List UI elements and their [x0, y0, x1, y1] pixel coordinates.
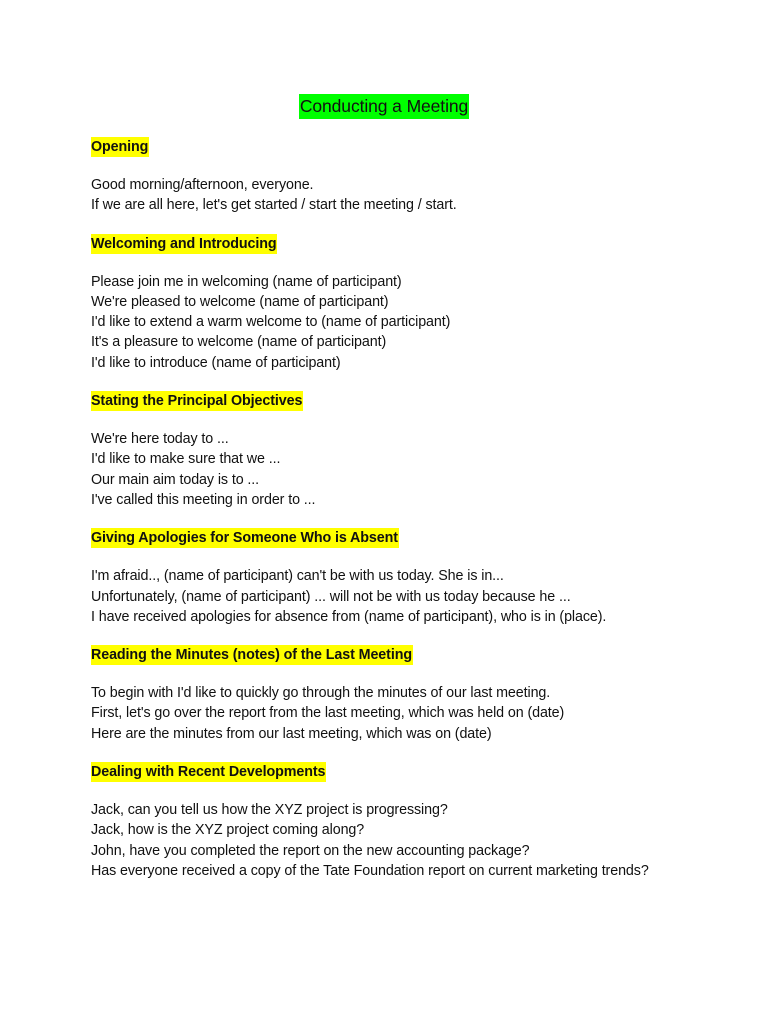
phrase-list: [91, 272, 651, 373]
phrase-list: [91, 800, 651, 881]
phrase-line: To begin with I'd like to quickly go through the minutes of our last meeting.: [91, 685, 551, 702]
section-heading: Stating the Principal Objectives: [91, 393, 303, 410]
phrase-line: Good morning/afternoon, everyone.: [91, 177, 314, 193]
phrase-list: [91, 175, 651, 216]
phrase-line: We're here today to ...: [91, 431, 229, 448]
section-developments: [91, 762, 651, 881]
phrase-line: Unfortunately, (name of participant) ... will not be with us today because he ...: [91, 588, 571, 605]
title-container: [0, 94, 768, 119]
phrase-line: It's a pleasure to welcome (name of participant): [91, 334, 387, 351]
phrase-line: If we are all here, let's get started / start the meeting / start.: [91, 197, 457, 214]
phrase-line: I'd like to make sure that we ...: [91, 451, 281, 468]
document-body: [91, 137, 651, 899]
phrase-line: First, let's go over the report from the last meeting, which was held on (date): [91, 705, 565, 722]
phrase-line: Has everyone received a copy of the Tate Foundation report on current marketing trends?: [91, 862, 649, 879]
phrase-line: Jack, how is the XYZ project coming along?: [91, 822, 365, 839]
section-welcoming: [91, 234, 651, 373]
section-heading: Opening: [91, 139, 149, 155]
phrase-line: I'd like to extend a warm welcome to (name of participant): [91, 314, 451, 331]
page-title: Conducting a Meeting: [299, 94, 469, 119]
phrase-list: [91, 429, 651, 510]
section-opening: [91, 137, 651, 216]
phrase-line: John, have you completed the report on the new accounting package?: [91, 842, 530, 859]
phrase-line: I have received apologies for absence from (name of participant), who is in (place).: [91, 608, 607, 625]
phrase-line: Please join me in welcoming (name of participant): [91, 273, 402, 290]
phrase-line: Jack, can you tell us how the XYZ project is progressing?: [91, 802, 448, 819]
section-heading: Welcoming and Introducing: [91, 235, 277, 252]
section-minutes: [91, 645, 651, 744]
phrase-line: I'm afraid.., (name of participant) can't be with us today. She is in...: [91, 568, 504, 585]
phrase-line: Here are the minutes from our last meeting, which was on (date): [91, 725, 492, 742]
phrase-list: [91, 566, 651, 627]
section-heading: Giving Apologies for Someone Who is Absent: [91, 530, 398, 547]
section-heading: Dealing with Recent Developments: [91, 764, 326, 781]
phrase-line: We're pleased to welcome (name of participant): [91, 293, 389, 310]
phrase-line: Our main aim today is to ...: [91, 471, 260, 488]
phrase-line: I've called this meeting in order to ...: [91, 491, 316, 508]
section-apologies: [91, 528, 651, 627]
section-objectives: [91, 391, 651, 510]
phrase-line: I'd like to introduce (name of participant): [91, 354, 341, 371]
section-heading: Reading the Minutes (notes) of the Last Meeting: [91, 647, 412, 664]
phrase-list: [91, 683, 651, 744]
